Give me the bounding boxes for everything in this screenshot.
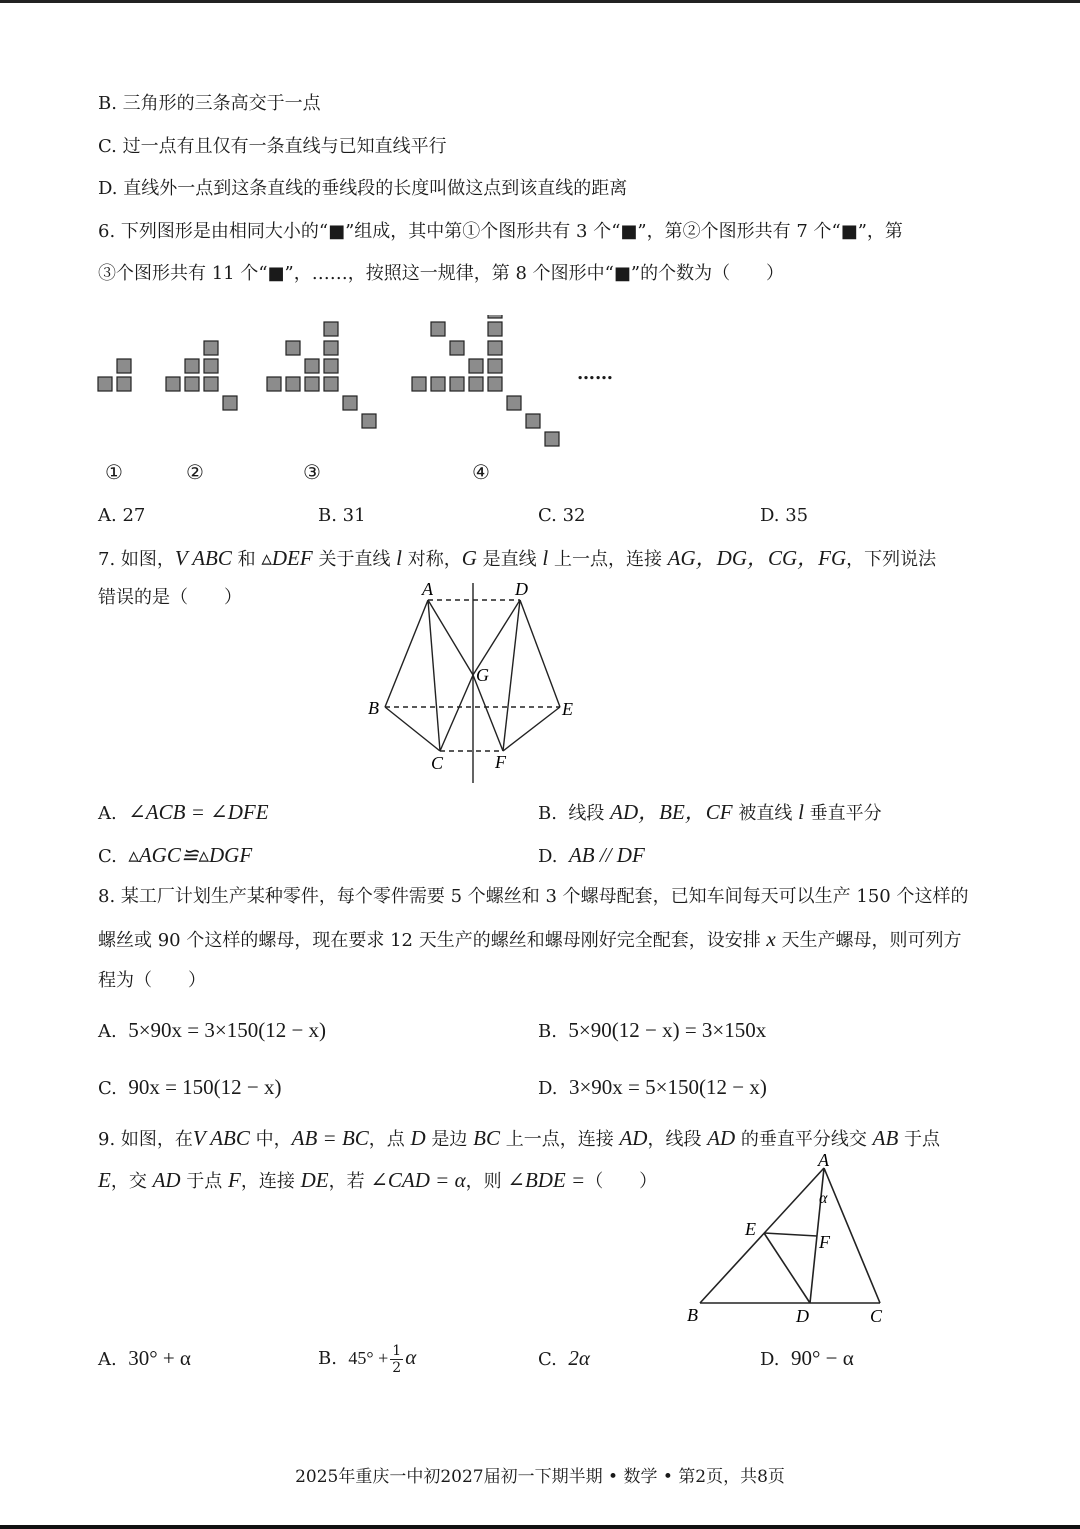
q6-option-d: D. 35 — [760, 505, 809, 526]
q6-stem-line2: ③个图形共有 11 个“■”，……，按照这一规律，第 8 个图形中“■”的个数为（ ） — [98, 263, 785, 284]
pattern-2 — [166, 341, 237, 410]
q8-text: 天生产螺母，则可列方 — [775, 930, 962, 951]
q7-text: 对称， — [402, 549, 462, 570]
q9-math: ∠BDE = — [507, 1168, 586, 1192]
q9-text: （ ） — [585, 1171, 658, 1192]
q9-label-b: B — [687, 1305, 698, 1325]
q9-option-c — [538, 1346, 590, 1372]
option-content: 90° − α — [790, 1346, 854, 1370]
q7-label-c: C — [431, 753, 444, 773]
q7-option-c — [98, 843, 252, 869]
option-content: ▵AGC≌▵DGF — [128, 843, 253, 867]
q9-triangle-figure — [680, 1148, 900, 1328]
q7-option-d — [538, 843, 645, 869]
q7-stem-line2: 错误的是（ ） — [98, 587, 242, 608]
q7-stem-line1 — [98, 546, 936, 572]
q9-math: AD — [152, 1168, 181, 1192]
option-label: D. — [760, 1349, 780, 1370]
q9-text: 中， — [249, 1129, 292, 1150]
q9-math: DE — [300, 1168, 329, 1192]
q9-math: F — [228, 1168, 241, 1192]
q7-text: 是直线 — [476, 549, 543, 570]
pattern-1 — [98, 359, 131, 391]
q7-label-b: B — [368, 698, 379, 718]
q9-option-b — [318, 1334, 416, 1382]
option-label: B. — [538, 803, 557, 824]
q9-text: 9. 如图，在 — [98, 1129, 193, 1150]
q9-text: 于点 — [180, 1171, 229, 1192]
q8-option-b — [538, 1018, 766, 1044]
q7-option-a — [98, 800, 269, 826]
q8-stem-line3: 程为（ ） — [98, 970, 206, 991]
option-label: A. — [98, 1349, 117, 1370]
q8-option-a — [98, 1018, 326, 1044]
q6-option-c: C. 32 — [538, 505, 586, 526]
q7-text: 上一点，连接 — [548, 549, 668, 570]
q9-math: AB — [872, 1126, 899, 1150]
q7-option-b — [538, 800, 882, 826]
option-label: C. — [98, 1078, 117, 1099]
q9-text: 是边 — [425, 1129, 474, 1150]
bottom-border — [0, 1525, 1080, 1529]
option-content: α — [405, 1345, 417, 1369]
option-text: 线段 — [568, 803, 611, 824]
option-math: l — [798, 800, 804, 824]
q7-line-l: l — [542, 546, 549, 570]
q9-text: ，连接 — [240, 1171, 301, 1192]
q6-label-3: ③ — [303, 460, 321, 484]
q7-text: 关于直线 — [312, 549, 397, 570]
q9-label-c: C — [870, 1306, 883, 1326]
q7-text: ，下列说法 — [846, 549, 937, 570]
q9-math: ∠CAD = α — [370, 1168, 466, 1192]
q8-option-c — [98, 1075, 282, 1101]
option-label: A. — [98, 803, 117, 824]
q9-text: ，若 — [328, 1171, 371, 1192]
pattern-4 — [412, 315, 559, 446]
q6-ellipsis: …… — [577, 363, 613, 384]
q5-option-b: B. 三角形的三条高交于一点 — [98, 93, 321, 114]
q8-stem-line2 — [98, 927, 961, 953]
q7-tri-def: ▵DEF — [261, 546, 313, 570]
q7-segments: AG，DG，CG，FG — [667, 546, 847, 570]
q6-label-2: ② — [186, 460, 204, 484]
option-content: 90x = 150(12 − x) — [128, 1075, 282, 1099]
q9-label-alpha: α — [819, 1190, 828, 1207]
q9-math: E — [98, 1168, 111, 1192]
option-content: 5×90(12 − x) = 3×150x — [568, 1018, 767, 1042]
option-label: C. — [98, 846, 117, 867]
q9-stem-line2 — [98, 1168, 657, 1194]
q9-text: ，线段 — [647, 1129, 708, 1150]
q9-math: D — [410, 1126, 426, 1150]
q9-text: 上一点，连接 — [500, 1129, 620, 1150]
q6-label-1: ① — [105, 460, 123, 484]
option-content: 5×90x = 3×150(12 − x) — [128, 1018, 327, 1042]
option-label: A. — [98, 1021, 117, 1042]
option-label: D. — [538, 846, 558, 867]
q8-text: 螺丝或 90 个这样的螺母，现在要求 12 天生产的螺丝和螺母刚好完全配套，设安排 — [98, 930, 767, 951]
q9-label-a: A — [818, 1150, 829, 1170]
fraction-numerator: 1 — [392, 1342, 402, 1359]
option-text: 被直线 — [732, 803, 799, 824]
q9-option-a — [98, 1346, 191, 1372]
q9-text: ，交 — [110, 1171, 153, 1192]
q7-label-d: D — [515, 579, 528, 599]
q9-math: AB = BC — [291, 1126, 369, 1150]
option-label: B. — [318, 1348, 337, 1369]
page-footer: 2025年重庆一中初2027届初一下期半期 • 数学 • 第2页，共8页 — [295, 1467, 785, 1487]
option-content: 3×90x = 5×150(12 − x) — [568, 1075, 767, 1099]
q9-math: AD — [619, 1126, 648, 1150]
q7-text: 和 — [231, 549, 262, 570]
q9-math: AD — [707, 1126, 736, 1150]
q9-math: V ABC — [192, 1126, 250, 1150]
q7-symmetry-figure — [360, 575, 590, 790]
option-label: D. — [538, 1078, 558, 1099]
option-label: B. — [538, 1021, 557, 1042]
q8-stem-line1: 8. 某工厂计划生产某种零件，每个零件需要 5 个螺丝和 3 个螺母配套，已知车间每天可以生产 150 个这样的 — [98, 886, 969, 907]
q7-point-g: G — [461, 546, 477, 570]
q9-text: ，点 — [368, 1129, 411, 1150]
top-border — [0, 0, 1080, 3]
q7-tri-abc: V ABC — [174, 546, 232, 570]
option-content: ∠ACB = ∠DFE — [128, 800, 269, 824]
q5-option-c: C. 过一点有且仅有一条直线与已知直线平行 — [98, 136, 447, 157]
option-content: 2α — [568, 1346, 590, 1370]
q9-text: 于点 — [898, 1129, 941, 1150]
option-text: 垂直平分 — [803, 803, 882, 824]
q9-label-f: F — [819, 1232, 830, 1252]
q9-math: BC — [473, 1126, 500, 1150]
q9-text: ，则 — [465, 1171, 508, 1192]
q9-option-d — [760, 1346, 854, 1372]
q7-label-f: F — [495, 752, 506, 772]
q6-label-4: ④ — [472, 460, 490, 484]
q6-option-b: B. 31 — [318, 505, 366, 526]
option-content: 30° + α — [128, 1346, 191, 1370]
option-label: C. — [538, 1349, 557, 1370]
option-math: AD，BE，CF — [610, 800, 733, 824]
q7-label-e: E — [562, 699, 573, 719]
q8-var-x: x — [766, 927, 776, 951]
q7-label-g: G — [476, 665, 489, 685]
q7-label-a: A — [422, 579, 433, 599]
q9-text: 的垂直平分线交 — [735, 1129, 873, 1150]
q9-label-d: D — [796, 1306, 809, 1326]
q6-pattern-figure — [90, 315, 590, 490]
q5-option-d: D. 直线外一点到这条直线的垂线段的长度叫做这点到该直线的距离 — [98, 178, 628, 199]
option-content: 45° + — [348, 1348, 389, 1368]
fraction-half — [390, 1343, 403, 1376]
q6-option-a: A. 27 — [98, 505, 146, 526]
q6-stem-line1: 6. 下列图形是由相同大小的“■”组成，其中第①个图形共有 3 个“■”，第②个图形共有 7 个“■”，第 — [98, 221, 903, 242]
fraction-denominator: 2 — [392, 1359, 402, 1376]
pattern-3 — [267, 322, 376, 428]
option-content: AB // DF — [568, 843, 645, 867]
q7-line-l: l — [396, 546, 403, 570]
q7-text: 7. 如图， — [98, 549, 175, 570]
q8-option-d — [538, 1075, 767, 1101]
q9-label-e: E — [745, 1219, 756, 1239]
